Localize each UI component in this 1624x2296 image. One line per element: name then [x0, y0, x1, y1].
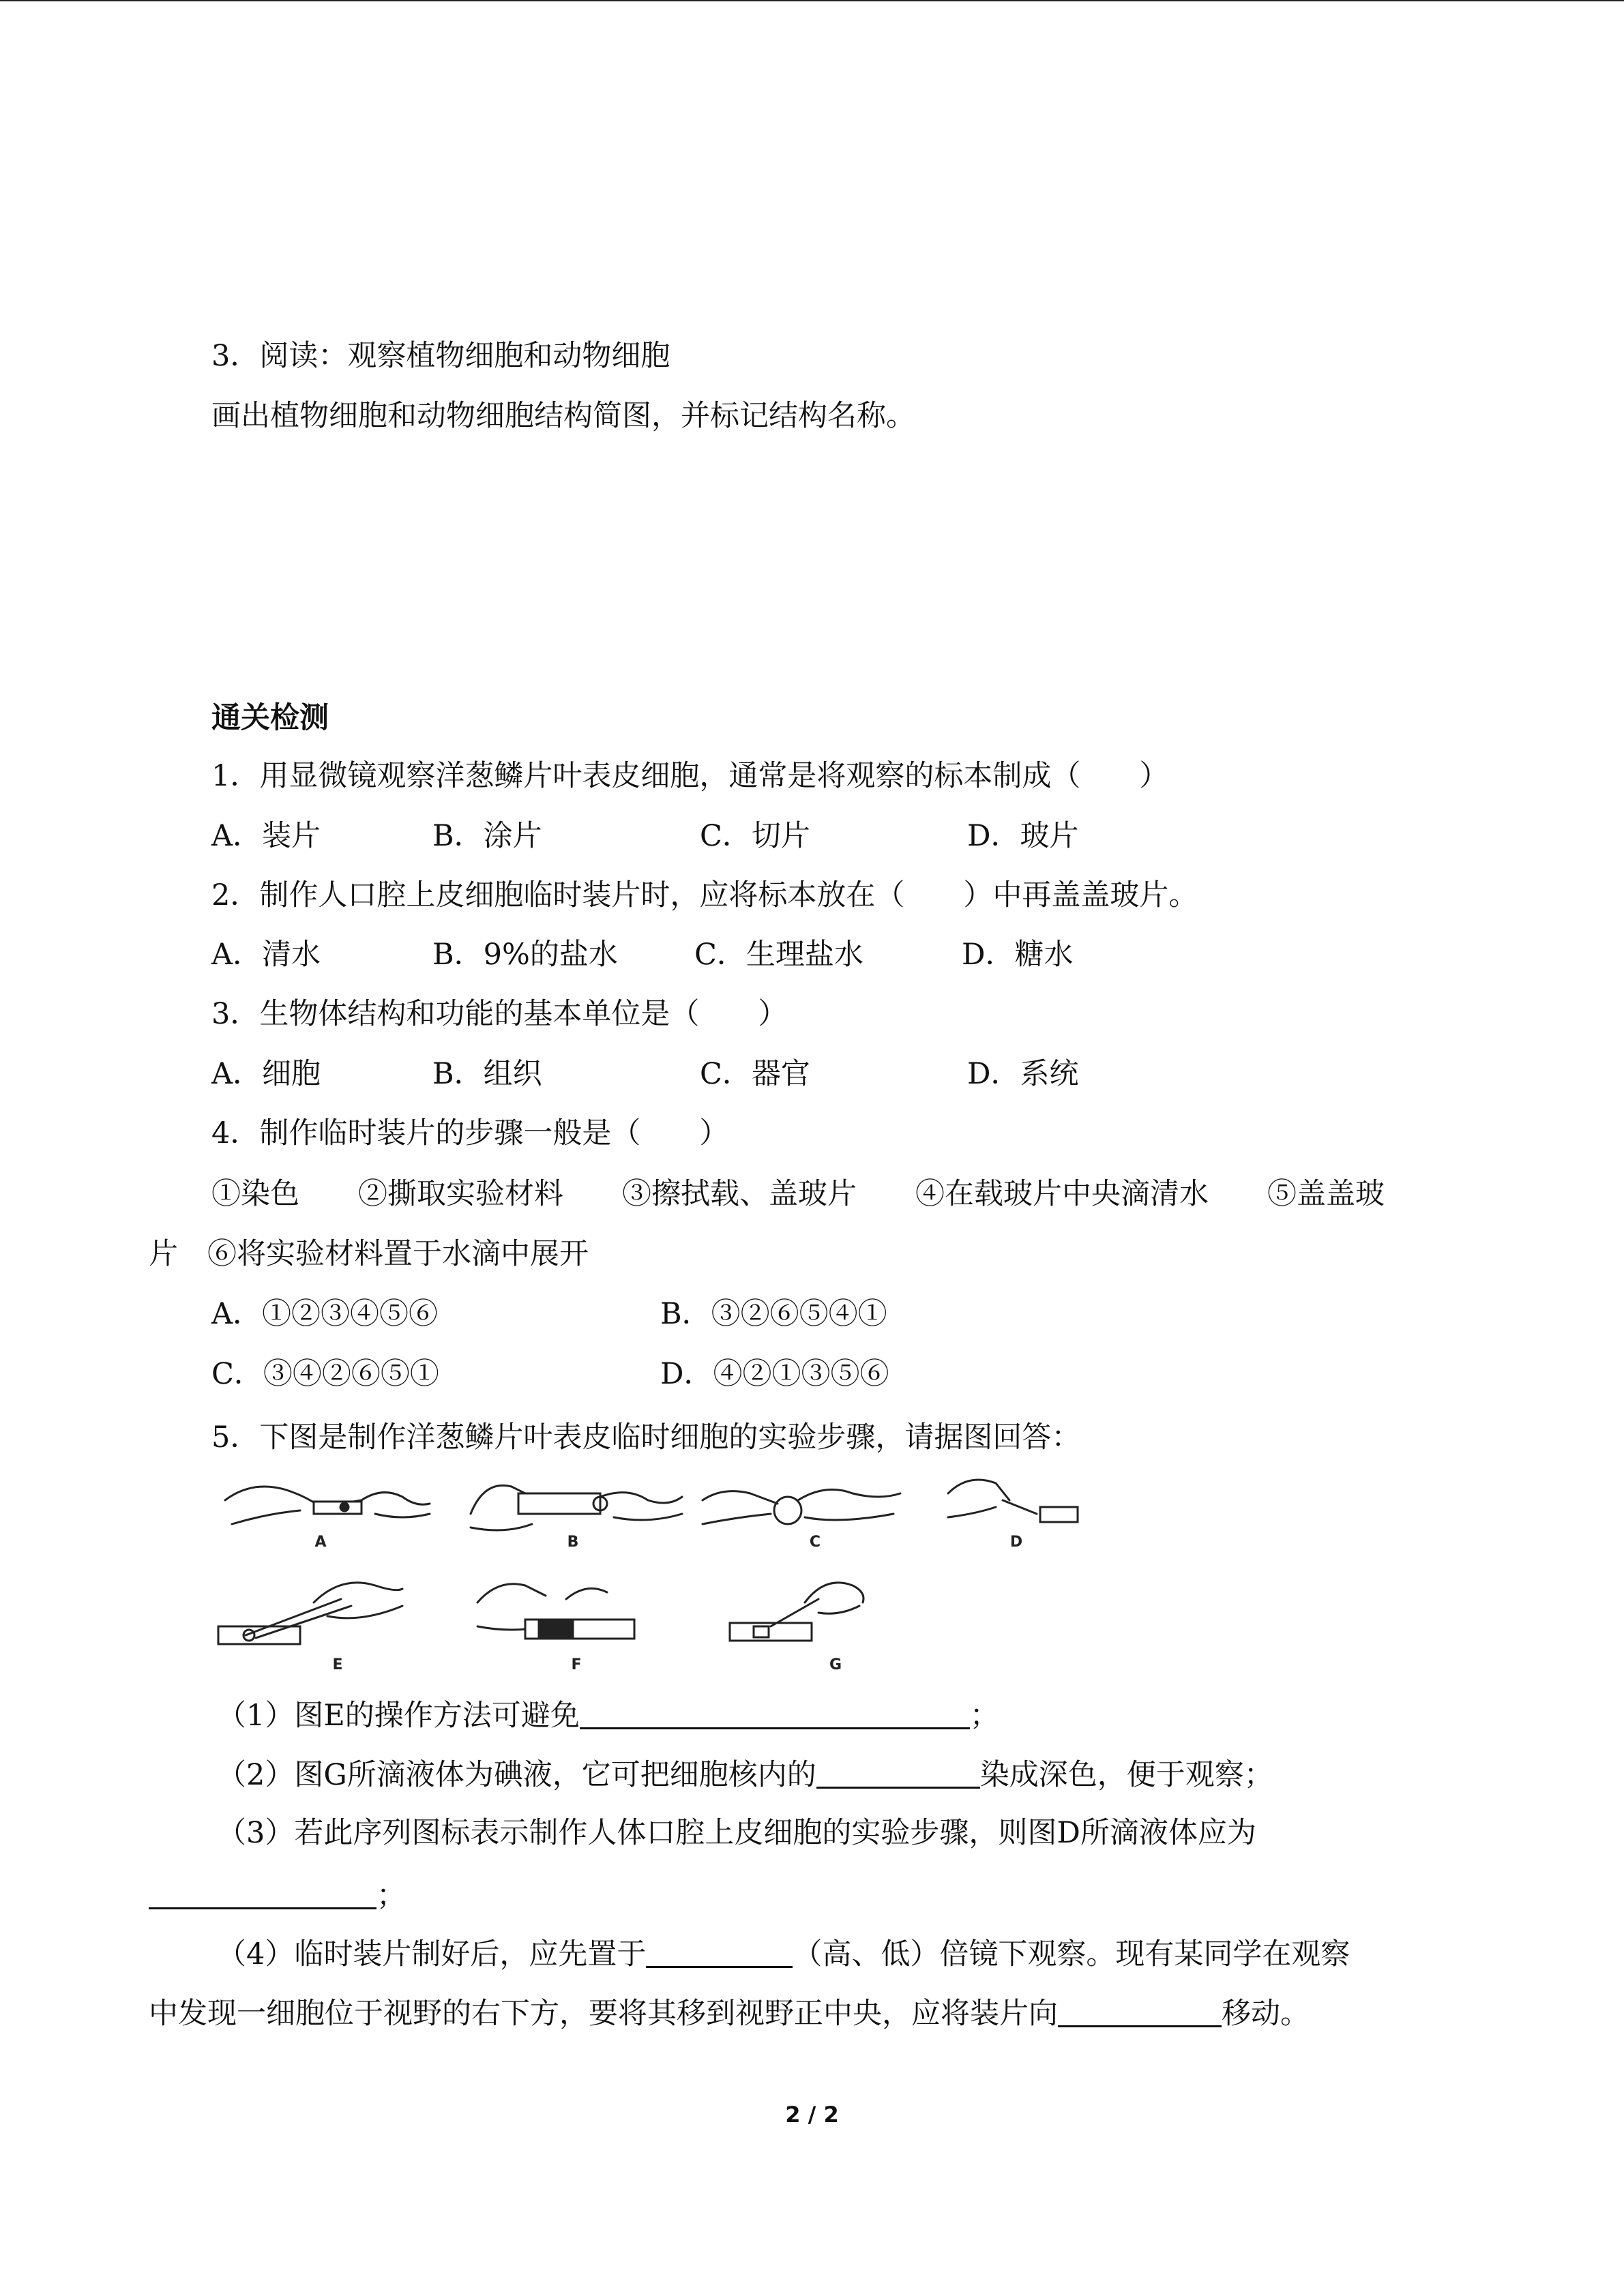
figure-label-g: G — [829, 1656, 842, 1673]
q3-option-a: A．细胞 — [211, 1057, 321, 1091]
q1-stem: 1．用显微镜观察洋葱鳞片叶表皮细胞，通常是将观察的标本制成（ ） — [211, 759, 1169, 793]
experiment-steps-figure — [205, 1459, 1091, 1678]
top-border — [0, 0, 1624, 1]
q2-option-b: B．9%的盐水 — [432, 938, 618, 972]
step-e-drawing — [218, 1583, 402, 1644]
q2-option-d: D．糖水 — [962, 938, 1074, 972]
step-d-drawing — [948, 1480, 1078, 1522]
q5-sub2-end: 染成深色，便于观察； — [979, 1758, 1273, 1792]
q5-sub1-end: ； — [969, 1699, 999, 1733]
q5-sub3: （3）若此序列图标表示制作人体口腔上皮细胞的实验步骤，则图D所滴液体应为 — [217, 1816, 1256, 1850]
q4-stem: 4．制作临时装片的步骤一般是（ ） — [211, 1116, 729, 1150]
q5-sub3-answer — [149, 1877, 406, 1915]
q5-sub4-mid: （高、低）倍镜下观察。现有某同学在观察 — [793, 1937, 1350, 1971]
q5-sub4-line2-end: 移动。 — [1222, 1997, 1310, 2031]
q1-option-d: D．玻片 — [967, 819, 1079, 853]
step-c-drawing — [703, 1489, 900, 1524]
figure-label-d: D — [1009, 1534, 1023, 1551]
step-a-drawing — [225, 1487, 430, 1524]
q4-option-b: B．③②⑥⑤④① — [660, 1297, 887, 1331]
q4-option-c: C．③④②⑥⑤① — [211, 1357, 439, 1391]
q5-sub4-text: （4）临时装片制好后，应先置于 — [217, 1937, 647, 1971]
step-g-drawing — [730, 1583, 863, 1641]
step-b-drawing — [471, 1485, 682, 1530]
q2-option-a: A．清水 — [211, 938, 321, 972]
q4-options-row2 — [0, 1355, 1624, 1393]
test-title: 通关检测 — [211, 701, 329, 735]
q5-sub4-blank2[interactable] — [1058, 1995, 1222, 2027]
q5-sub2-text: （2）图G所滴液体为碘液，它可把细胞核内的 — [217, 1758, 816, 1792]
q5-sub4-line2-text: 中发现一细胞位于视野的右下方，要将其移到视野正中央，应将装片向 — [149, 1997, 1058, 2031]
q5-sub2 — [217, 1756, 1273, 1794]
q4-steps-line2: 片 ⑥将实验材料置于水滴中展开 — [149, 1237, 589, 1271]
q4-option-d: D．④②①③⑤⑥ — [660, 1357, 889, 1391]
figure-label-a: A — [314, 1534, 327, 1551]
q1-options — [0, 817, 1624, 855]
q4-steps-line1: ①染色 ②撕取实验材料 ③擦拭载、盖玻片 ④在载玻片中央滴清水 ⑤盖盖玻 — [211, 1177, 1385, 1211]
q2-options — [0, 936, 1624, 974]
figure-label-f: F — [571, 1656, 582, 1673]
q5-stem: 5．下图是制作洋葱鳞片叶表皮临时细胞的实验步骤，请据图回答： — [211, 1420, 1081, 1455]
q5-sub3-end: ； — [377, 1879, 406, 1913]
q2-stem: 2．制作人口腔上皮细胞临时装片时，应将标本放在（ ）中再盖盖玻片。 — [211, 878, 1198, 912]
q1-option-b: B．涂片 — [432, 819, 542, 853]
q5-sub4-line2 — [149, 1995, 1310, 2033]
q1-option-c: C．切片 — [700, 819, 810, 853]
q3-option-d: D．系统 — [967, 1057, 1079, 1091]
q3-stem: 3．生物体结构和功能的基本单位是（ ） — [211, 997, 788, 1031]
q1-option-a: A．装片 — [211, 819, 321, 853]
figure-label-c: C — [809, 1534, 821, 1551]
q3-options — [0, 1055, 1624, 1093]
q5-sub1 — [217, 1697, 999, 1735]
q3-option-c: C．器官 — [700, 1057, 810, 1091]
q4-option-a: A．①②③④⑤⑥ — [211, 1297, 439, 1331]
reading-task: 画出植物细胞和动物细胞结构简图，并标记结构名称。 — [211, 399, 915, 433]
figure-label-b: B — [567, 1534, 579, 1551]
q3-option-b: B．组织 — [432, 1057, 542, 1091]
q5-sub4-line1 — [217, 1935, 1350, 1973]
q5-sub4-blank1[interactable] — [646, 1936, 793, 1968]
page-number: 2 / 2 — [785, 2102, 839, 2128]
q4-options-row1 — [0, 1295, 1624, 1333]
q5-sub1-blank[interactable] — [580, 1697, 970, 1729]
experiment-steps-drawing — [205, 1459, 1091, 1678]
q5-sub3-blank[interactable] — [149, 1877, 377, 1909]
q5-sub2-blank[interactable] — [816, 1757, 980, 1789]
figure-label-e: E — [332, 1656, 343, 1673]
q5-sub1-text: （1）图E的操作方法可避免 — [217, 1699, 580, 1733]
reading-heading: 3．阅读：观察植物细胞和动物细胞 — [211, 339, 670, 373]
step-f-drawing — [477, 1584, 634, 1639]
q2-option-c: C．生理盐水 — [694, 938, 863, 972]
